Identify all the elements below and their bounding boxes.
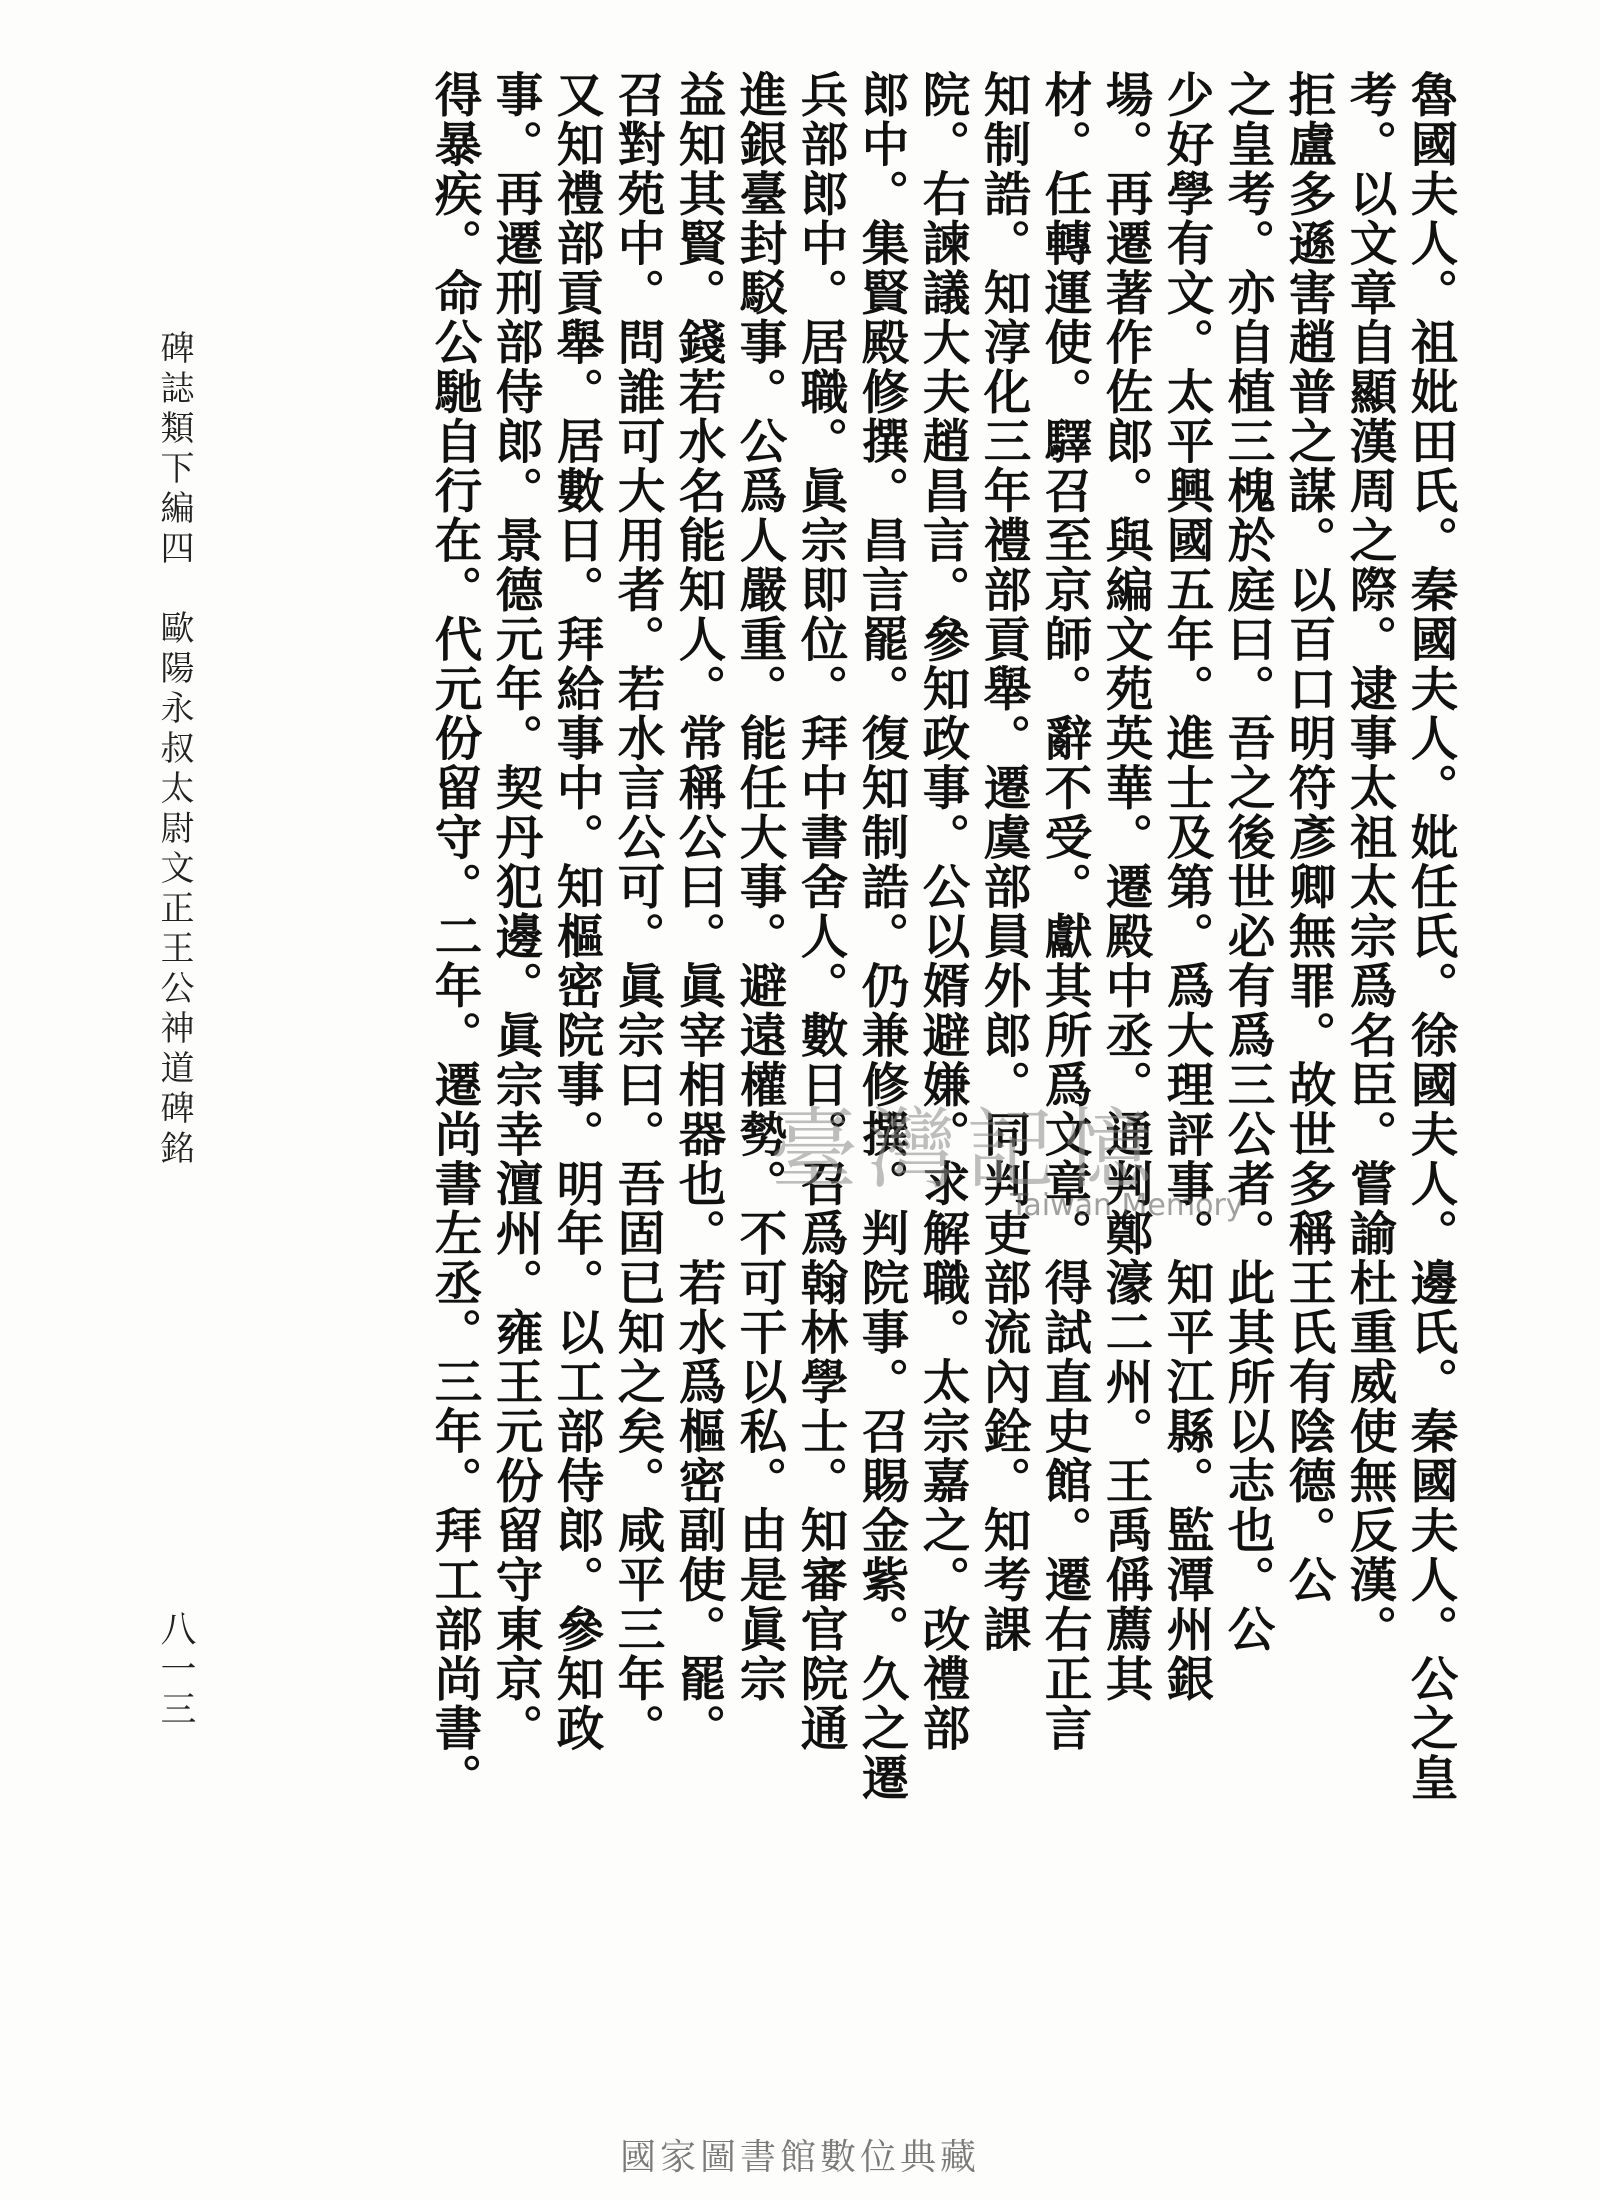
text-column: 知制誥。知淳化三年禮部貢舉。遷虞部員外郎。同判吏部流內銓。知考課 [975, 70, 1031, 1654]
footer-credit: 國家圖書館數位典藏 [619, 2137, 980, 2178]
text-column: 之皇考。亦自植三槐於庭曰。吾之後世必有爲三公者。此其所以志也。公 [1219, 70, 1275, 1654]
watermark-latin: Taiwan Memory [1010, 1188, 1244, 1223]
text-column: 場。再遷著作佐郎。與編文苑英華。遷殿中丞。通判鄭濠二州。王禹偁薦其 [1097, 70, 1153, 1704]
watermark-text: 臺灣記憶 [770, 1098, 1163, 1201]
page-number: 八一三 [155, 1610, 196, 1730]
text-column: 院。右諫議大夫趙昌言。參知政事。公以婿避嫌。求解職。太宗嘉之。改禮部 [914, 70, 970, 1753]
text-column: 郎中。集賢殿修撰。昌言罷。復知制誥。仍兼修撰。判院事。召賜金紫。久之遷 [853, 70, 909, 1803]
text-column: 得暴疾。命公馳自行在。代元份留守。二年。遷尚書左丞。三年。拜工部尚書。 [426, 70, 482, 1803]
text-column: 召對苑中。問誰可大用者。若水言公可。眞宗曰。吾固已知之矣。咸平三年。 [609, 70, 665, 1753]
text-column: 拒盧多遜害趙普之謀。以百口明符彥卿無罪。故世多稱王氏有陰德。公 [1280, 70, 1336, 1605]
text-column: 又知禮部貢舉。居數日。拜給事中。知樞密院事。明年。以工部侍郎。參知政 [548, 70, 604, 1753]
text-column: 事。再遷刑部侍郎。景德元年。契丹犯邊。眞宗幸澶州。雍王元份留守東京。 [487, 70, 543, 1753]
running-head: 碑誌類下編四 歐陽永叔太尉文正王公神道碑銘 [154, 330, 194, 1170]
text-column: 進銀臺封駁事。公爲人嚴重。能任大事。避遠權勢。不可干以私。由是眞宗 [731, 70, 787, 1704]
text-column: 兵部郎中。居職。眞宗即位。拜中書舍人。數日。召爲翰林學士。知審官院通 [792, 70, 848, 1753]
text-column: 材。任轉運使。驛召至京師。辭不受。獻其所爲文章。得試直史館。遷右正言 [1036, 70, 1092, 1753]
watermark [770, 1080, 1290, 1230]
text-column: 少好學有文。太平興國五年。進士及第。爲大理評事。知平江縣。監潭州銀 [1158, 70, 1214, 1704]
text-column: 益知其賢。錢若水名能知人。常稱公曰。眞宰相器也。若水爲樞密副使。罷。 [670, 70, 726, 1753]
main-text-block [423, 70, 1460, 2080]
text-column: 考。以文章自顯漢周之際。逮事太祖太宗爲名臣。嘗諭杜重威使無反漢。 [1341, 70, 1397, 1654]
text-column: 魯國夫人。祖妣田氏。秦國夫人。妣任氏。徐國夫人。邊氏。秦國夫人。公之皇 [1402, 70, 1458, 1803]
